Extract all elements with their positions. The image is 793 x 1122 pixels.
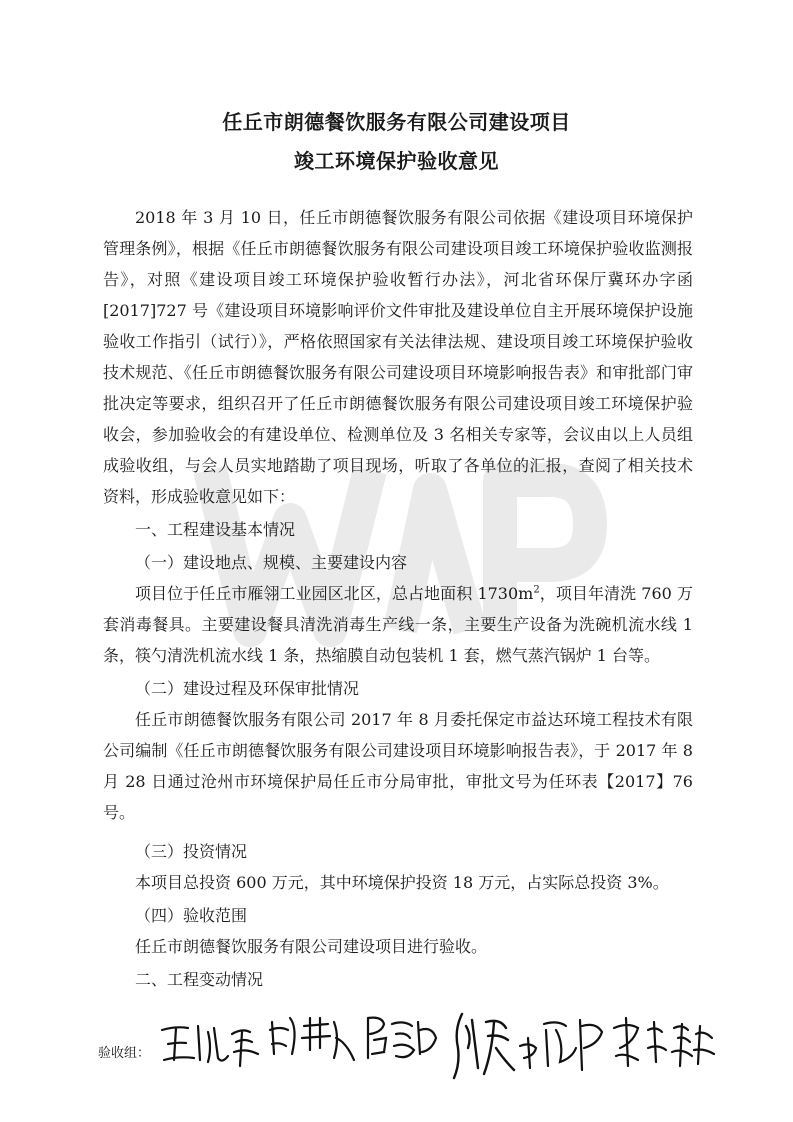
- document-title-line-2: 竣工环境保护验收意见: [294, 149, 499, 173]
- subsection-3-heading: （三）投资情况: [135, 842, 248, 861]
- subsection-4-text: 任丘市朗德餐饮服务有限公司建设项目进行验收。: [135, 937, 488, 956]
- signature-label: 验收组：: [98, 1046, 151, 1061]
- signature-6: [608, 1008, 718, 1080]
- signature-1: [158, 1008, 268, 1078]
- subsection-2-heading: （二）建设过程及环保审批情况: [135, 679, 360, 698]
- subsection-1-text-b: ，项目年清洗 760 万套消毒餐具。主要建设餐具清洗消毒生产线一条，主要生产设备为洗碗机流水线 1 条，筷勺清洗机流水线 1 条，热缩膜自动包装机 1 套，燃气蒸汽锅炉 1 台等。: [103, 584, 693, 665]
- subsection-4-heading: （四）验收范围: [135, 906, 248, 925]
- subsection-1-heading: （一）建设地点、规模、主要建设内容: [135, 553, 408, 572]
- area-unit-superscript: 2: [533, 584, 540, 596]
- document-body: [103, 202, 693, 995]
- section-2-heading: 二、工程变动情况: [135, 970, 264, 989]
- signature-4: [448, 1008, 518, 1086]
- section-1-heading: 一、工程建设基本情况: [135, 520, 296, 539]
- subsection-1-text: [103, 578, 693, 671]
- intro-paragraph: 2018 年 3 月 10 日，任丘市朗德餐饮服务有限公司依据《建设项目环境保护管理条例》，根据《任丘市朗德餐饮服务有限公司建设项目竣工环境保护验收监测报告》，对照《建设项目竣工环境保护验收暂行办法》，河北省环保厅冀环办字函[2017]727 号《建设项目环境影响评价文件审批及建设单位自主开展环境保护设施验收工作指引（试行）》，严格依照国家有关法律法规、建设项目竣工环境保护验收技术规范、《任丘市朗德餐饮服务有限公司建设项目环境影响报告表》和审批部门审批决定等要求，组织召开了任丘市朗德餐饮服务有限公司建设项目竣工环境保护验收会，参加验收会的有建设单位、检测单位及 3 名相关专家等，会议由以上人员组成验收组，与会人员实地踏勘了项目现场，听取了各单位的汇报，查阅了相关技术资料，形成验收意见如下：: [103, 208, 693, 506]
- signature-2: [266, 1008, 358, 1078]
- signature-3: [360, 1008, 444, 1078]
- signature-5: [516, 1008, 608, 1080]
- signature-row: [98, 1008, 718, 1088]
- subsection-2-text: 任丘市朗德餐饮服务有限公司 2017 年 8 月委托保定市益达环境工程技术有限公司编制《任丘市朗德餐饮服务有限公司建设项目环境影响报告表》，于 2017 年 8 月 28 日通过沧州市环境保护局任丘市分局审批，审批文号为任环表【2017】76 号。: [103, 710, 693, 822]
- document-title-line-1: 任丘市朗德餐饮服务有限公司建设项目: [222, 110, 571, 134]
- subsection-3-text: 本项目总投资 600 万元，其中环境保护投资 18 万元，占实际总投资 3%。: [135, 873, 669, 892]
- subsection-1-text-a: 项目位于任丘市雁翎工业园区北区，总占地面积 1730m: [135, 584, 534, 603]
